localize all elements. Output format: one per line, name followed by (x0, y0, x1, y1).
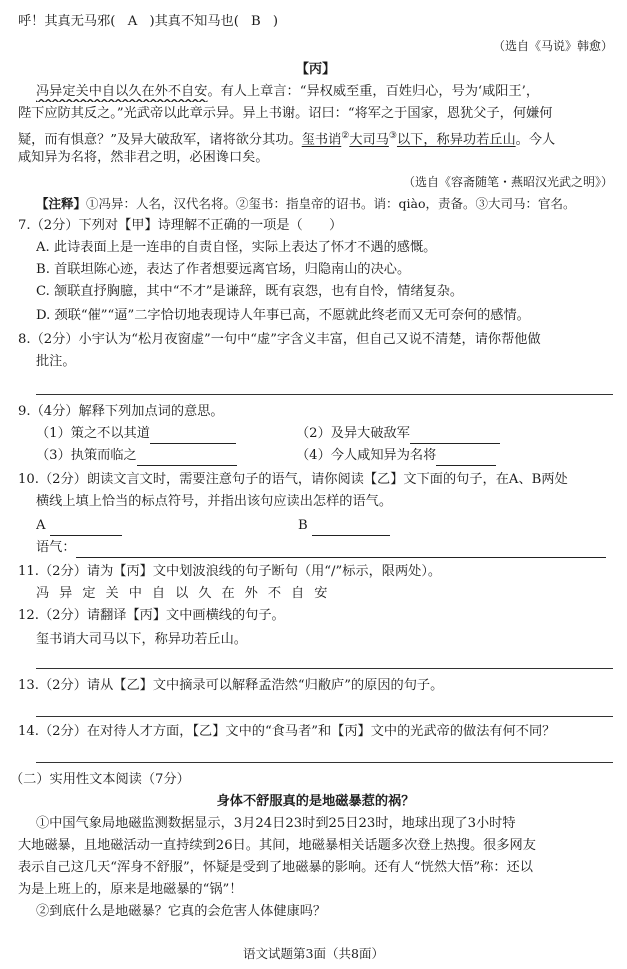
q9-item-4: （4）今人咸知异为名将 (296, 448, 437, 463)
answer-a: A (127, 14, 138, 29)
text: 呼！其真无马邪( (18, 14, 116, 29)
note-marker: ③ (388, 131, 397, 141)
note-marker: ② (341, 131, 350, 141)
q10-label-a: A (36, 518, 46, 533)
underlined-text: 玺书诮 (301, 132, 342, 148)
article-p1-line-4: 为是上班上的，原来是地磁暴的“锅”！ (18, 882, 243, 897)
question-13: 13.（2分）请从【乙】文中摘录可以解释孟浩然“归敝庐”的原因的句子。 (18, 678, 444, 693)
answer-line-q14[interactable] (36, 762, 613, 763)
underlined-text: 以下，称异功若丘山 (396, 132, 516, 148)
q9-blank-4[interactable] (436, 451, 496, 466)
q9-blank-1[interactable] (150, 429, 236, 444)
article-p1-line-1: ①中国气象局地磁监测数据显示，3月24日23时到25日23时，地球出现了3小时特 (36, 816, 516, 831)
source-rongzhai: （选自《容斋随笔・燕昭汉光武之明》） (402, 175, 613, 189)
article-p1-line-2: 大地磁暴，且地磁活动一直持续到26日。其间，地磁暴相关话题多次登上热搜。很多网友 (18, 838, 536, 853)
answer-b: B (251, 14, 261, 29)
text: 疑，而有惧意？”及异大破敌军，诸将欲分其功。 (18, 132, 302, 148)
q9-item-3: （3）执策而临之 (36, 448, 137, 463)
q7-option-d: D. 颈联“催”“逼”二字恰切地表现诗人年事已高，不愿就此终老而又无可奈何的感情。 (36, 308, 530, 323)
text: 。有人上章言：“异权威至重，百姓归心，号为‘咸阳王’， (207, 84, 540, 99)
answer-line (18, 12, 613, 32)
q7-option-b: B. 首联坦陈心迹，表达了作者想要远离官场，归隐南山的决心。 (36, 262, 411, 277)
article-title: 身体不舒服真的是地磁暴惹的祸？ (216, 794, 415, 809)
question-7: 7.（2分）下列对【甲】诗理解不正确的一项是（ ） (18, 218, 343, 233)
answer-line-q8[interactable] (36, 394, 613, 395)
q9-blank-3[interactable] (137, 451, 237, 466)
q10-blank-b[interactable] (312, 521, 390, 536)
bing-line-2: 陛下应防其反之。”光武帝以此章示异。异上书谢。诏曰：“将军之于国家，恩犹父子，何嫌何 (18, 106, 553, 121)
notes-text: ①冯异：人名，汉代名将。②玺书：指皇帝的诏书。诮：qiào，责备。③大司马：官名。 (86, 196, 576, 211)
q9-row-1 (36, 424, 613, 444)
wavy-sentence: 冯异定关中自以久在外不自安 (36, 84, 208, 99)
section-practical-reading: （二）实用性文本阅读（7分） (10, 772, 190, 787)
q7-option-a: A. 此诗表面上是一连串的自责自怪，实际上表达了怀才不遇的感慨。 (36, 240, 437, 255)
q10-tone-blank[interactable] (76, 543, 606, 558)
answer-line-q13[interactable] (36, 716, 613, 717)
underlined-text: 大司马 (349, 132, 389, 148)
q12-sentence: 玺书诮大司马以下，称异功若丘山。 (36, 632, 247, 647)
question-10-line-1: 10.（2分）朗读文言文时，需要注意句子的语气，请你阅读【乙】文下面的句子，在A、B两处 (18, 472, 568, 487)
q10-blanks (36, 516, 613, 536)
q10-tone-label: 语气： (36, 540, 76, 555)
question-10-line-2: 横线上填上恰当的标点符号，并指出该句应读出怎样的语气。 (36, 494, 393, 509)
q10-tone (36, 538, 613, 558)
q10-label-b: B (298, 518, 308, 533)
bing-line-4: 咸知异为名将，然非君之明，必困谗口矣。 (18, 150, 269, 165)
section-bing: 【丙】 (295, 62, 336, 77)
article-p2: ②到底什么是地磁暴？它真的会危害人体健康吗？ (36, 904, 327, 919)
question-14: 14.（2分）在对待人才方面，【乙】文中的“食马者”和【丙】文中的光武帝的做法有何不同？ (18, 724, 556, 739)
bing-line-3 (18, 126, 613, 150)
source-mashuo: （选自《马说》韩愈） (492, 39, 613, 53)
q11-sentence: 冯异定关中自以久在外不自安 (36, 586, 338, 601)
q9-item-1: （1）策之不以其道 (36, 426, 150, 441)
question-8-line-1: 8.（2分）小宇认为“松月夜窗虚”一句中“虚”字含义丰富，但自己又说不清楚，请你帮他做 (18, 332, 541, 347)
article-p1-line-3: 表示自己这几天“浑身不舒服”，怀疑是受到了地磁暴的影响。还有人“恍然大悟”称：还以 (18, 860, 533, 875)
q9-blank-2[interactable] (410, 429, 500, 444)
question-11: 11.（2分）请为【丙】文中划波浪线的句子断句（用“/”标示，限两处）。 (18, 564, 442, 579)
q10-blank-a[interactable] (50, 521, 122, 536)
page-footer: 语文试题第3面（共8面） (243, 946, 384, 961)
text: ) (272, 14, 279, 29)
q9-row-2 (36, 446, 613, 466)
notes-label: 【注释】 (36, 196, 87, 211)
q9-item-2: （2）及异大破敌军 (296, 426, 410, 441)
answer-line-q12[interactable] (36, 668, 613, 669)
text: )其真不知马也( (149, 14, 239, 29)
question-12: 12.（2分）请翻译【丙】文中画横线的句子。 (18, 608, 285, 623)
q7-option-c: C. 颔联直抒胸臆，其中“不才”是谦辞，既有哀怨，也有自怜，情绪复杂。 (36, 284, 464, 299)
question-8-line-2: 批注。 (36, 354, 76, 369)
question-9: 9.（4分）解释下列加点词的意思。 (18, 404, 224, 419)
text: 。今人 (515, 132, 556, 148)
bing-line-1 (36, 82, 613, 102)
notes (36, 194, 613, 214)
